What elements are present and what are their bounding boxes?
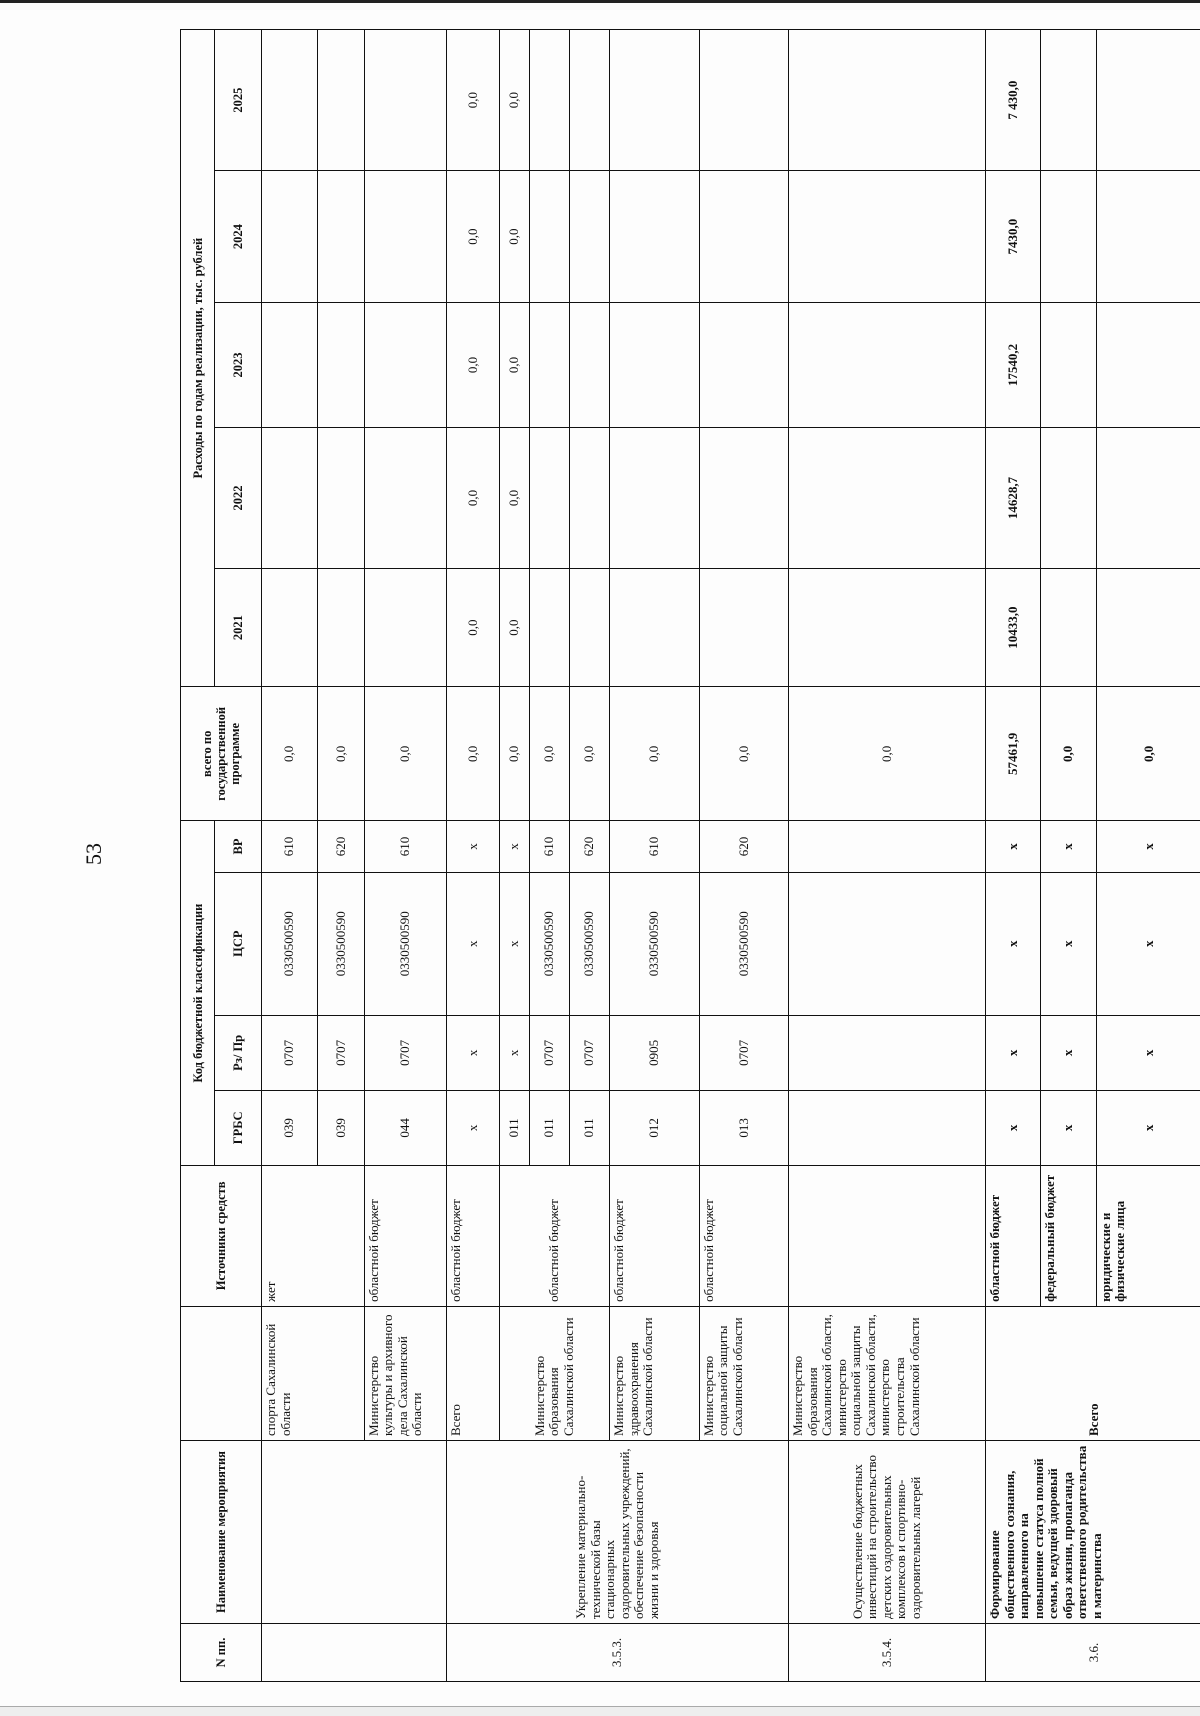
- cell-2022: 0,0: [500, 428, 529, 569]
- cell-rzpr: х: [447, 1015, 500, 1090]
- cell-vr: 610: [262, 821, 317, 872]
- cell-grbs: х: [447, 1090, 500, 1165]
- cell-2023: [569, 303, 609, 428]
- cell-csr: 0330500590: [317, 872, 364, 1015]
- cell-csr: х: [500, 872, 529, 1015]
- cell-exec: Министерство здравоохранения Сахалинской области: [610, 1306, 700, 1440]
- cell-total: 0,0: [447, 687, 500, 821]
- col-2023: 2023: [215, 303, 262, 428]
- cell-2022: [262, 428, 317, 569]
- cell-rzpr: 0707: [317, 1015, 364, 1090]
- cell-rzpr: х: [986, 1015, 1041, 1090]
- cell-name: Осуществление бюджетных инвестиций на строительство детских оздоровительных комплексов и спортивно-оздоровительных лагерей: [789, 1441, 986, 1624]
- cell-2024: [610, 171, 700, 303]
- cell-source: областной бюджет: [610, 1165, 700, 1306]
- cell-total: 0,0: [364, 687, 447, 821]
- cell-2022: [1041, 428, 1096, 569]
- cell-exec: Всего: [447, 1306, 500, 1440]
- cell-vr: 620: [699, 821, 789, 872]
- cell-2025: [317, 30, 364, 171]
- cell-rzpr: [789, 1015, 986, 1090]
- cell-2023: [699, 303, 789, 428]
- cell-n: 3.6.: [986, 1624, 1200, 1682]
- cell-2024: 0,0: [447, 171, 500, 303]
- cell-grbs: 011: [500, 1090, 529, 1165]
- table-row: [610, 30, 700, 1682]
- cell-exec: Министерство культуры и архивного дела Сахалинской области: [364, 1306, 447, 1440]
- cell-rzpr: 0905: [610, 1015, 700, 1090]
- cell-2023: [1041, 303, 1096, 428]
- table-row: [262, 30, 317, 1682]
- cell-total: 57461,9: [986, 687, 1041, 821]
- cell-2022: [699, 428, 789, 569]
- cell-2023: [789, 303, 986, 428]
- cell-source: федеральный бюджет: [1041, 1165, 1096, 1306]
- cell-vr: 610: [529, 821, 569, 872]
- col-csr: ЦСР: [215, 872, 262, 1015]
- cell-rzpr: 0707: [364, 1015, 447, 1090]
- cell-rzpr: х: [1041, 1015, 1096, 1090]
- cell-total: 0,0: [500, 687, 529, 821]
- cell-2024: [699, 171, 789, 303]
- table-row: [986, 30, 1041, 1682]
- col-total: всего по государственной программе: [181, 687, 262, 821]
- cell-vr: х: [986, 821, 1041, 872]
- cell-2022: [317, 428, 364, 569]
- cell-source: областной бюджет: [986, 1165, 1041, 1306]
- cell-2022: [610, 428, 700, 569]
- cell-grbs: 011: [529, 1090, 569, 1165]
- col-code-group: Код бюджетной классификации: [181, 821, 215, 1166]
- cell-2025: [610, 30, 700, 171]
- cell-rzpr: 0707: [699, 1015, 789, 1090]
- cell-2021: 0,0: [447, 569, 500, 687]
- cell-2024: [317, 171, 364, 303]
- cell-2024: 0,0: [500, 171, 529, 303]
- cell-2021: [1096, 569, 1200, 687]
- cell-csr: х: [986, 872, 1041, 1015]
- cell-grbs: х: [1041, 1090, 1096, 1165]
- cell-n: 3.5.4.: [789, 1624, 986, 1682]
- cell-2025: [529, 30, 569, 171]
- cell-2024: [1096, 171, 1200, 303]
- cell-total: 0,0: [1096, 687, 1200, 821]
- table-row: [447, 30, 500, 1682]
- cell-2022: 14628,7: [986, 428, 1041, 569]
- cell-rzpr: 0707: [569, 1015, 609, 1090]
- cell-grbs: х: [1096, 1090, 1200, 1165]
- cell-vr: х: [1096, 821, 1200, 872]
- cell-vr: х: [500, 821, 529, 872]
- cell-csr: х: [447, 872, 500, 1015]
- col-grbs: ГРБС: [215, 1090, 262, 1165]
- cell-exec: спорта Сахалинской области: [262, 1306, 365, 1440]
- cell-csr: [789, 872, 986, 1015]
- cell-source: областной бюджет: [447, 1165, 500, 1306]
- cell-rzpr: х: [500, 1015, 529, 1090]
- col-vr: ВР: [215, 821, 262, 872]
- col-name: Наименование мероприятия: [181, 1441, 262, 1624]
- table-row: [699, 30, 789, 1682]
- cell-grbs: 013: [699, 1090, 789, 1165]
- cell-exec: Министерство образования Сахалинской области: [500, 1306, 610, 1440]
- page-number: 53: [82, 830, 106, 878]
- cell-csr: х: [1096, 872, 1200, 1015]
- cell-total: 0,0: [569, 687, 609, 821]
- cell-total: 0,0: [789, 687, 986, 821]
- top-rule: [0, 0, 1200, 3]
- col-2024: 2024: [215, 171, 262, 303]
- cell-total: 0,0: [317, 687, 364, 821]
- cell-2022: [569, 428, 609, 569]
- cell-csr: 0330500590: [699, 872, 789, 1015]
- col-2021: 2021: [215, 569, 262, 687]
- cell-2024: [789, 171, 986, 303]
- cell-2023: [1096, 303, 1200, 428]
- cell-vr: х: [1041, 821, 1096, 872]
- cell-vr: 620: [569, 821, 609, 872]
- cell-name: Формирование общественного сознания, направленного на повышение статуса полной семьи, ведущей здоровый образ жизни, пропаганда ответственного родительства и материнства: [986, 1441, 1200, 1624]
- cell-2021: [317, 569, 364, 687]
- cell-name: Укрепление материально-технической базы стационарных оздоровительных учреждений, обеспечение безопасности жизни и здоровья: [447, 1441, 789, 1624]
- col-executor: [181, 1306, 262, 1440]
- cell-2022: [789, 428, 986, 569]
- cell-csr: 0330500590: [364, 872, 447, 1015]
- cell-2021: [364, 569, 447, 687]
- cell-2023: [529, 303, 569, 428]
- col-2022: 2022: [215, 428, 262, 569]
- cell-2025: [1096, 30, 1200, 171]
- cell-2024: [1041, 171, 1096, 303]
- cell-csr: 0330500590: [610, 872, 700, 1015]
- cell-2025: 0,0: [500, 30, 529, 171]
- cell-exec: Министерство образования Сахалинской области, министерство социальной защиты Сахалинской области, министерство строительства Сахалинской области: [789, 1306, 986, 1440]
- cell-2023: [317, 303, 364, 428]
- rotated-table-container: [180, 29, 1200, 1682]
- cell-exec: Министерство социальной защиты Сахалинской области: [699, 1306, 789, 1440]
- cell-csr: 0330500590: [262, 872, 317, 1015]
- cell-2023: [364, 303, 447, 428]
- cell-2023: 0,0: [447, 303, 500, 428]
- cell-2021: [1041, 569, 1096, 687]
- cell-2023: [262, 303, 317, 428]
- cell-grbs: 044: [364, 1090, 447, 1165]
- cell-2025: [262, 30, 317, 171]
- cell-2024: [364, 171, 447, 303]
- cell-2021: [699, 569, 789, 687]
- cell-2023: 17540,2: [986, 303, 1041, 428]
- cell-total: 0,0: [262, 687, 317, 821]
- col-years-group: Расходы по годам реализации, тыс. рублей: [181, 30, 215, 687]
- cell-2021: [529, 569, 569, 687]
- col-rzpr: Рз/ Пр: [215, 1015, 262, 1090]
- cell-vr: [789, 821, 986, 872]
- cell-2025: [789, 30, 986, 171]
- cell-n: 3.5.3.: [447, 1624, 789, 1682]
- cell-2024: [569, 171, 609, 303]
- cell-2021: [262, 569, 317, 687]
- cell-2025: 7 430,0: [986, 30, 1041, 171]
- cell-2025: [364, 30, 447, 171]
- cell-source: жет: [262, 1165, 365, 1306]
- cell-vr: 620: [317, 821, 364, 872]
- table-row: [789, 30, 986, 1682]
- col-n: N пп.: [181, 1624, 262, 1682]
- col-2025: 2025: [215, 30, 262, 171]
- cell-vr: 610: [610, 821, 700, 872]
- cell-source: юридические и физические лица: [1096, 1165, 1200, 1306]
- cell-total: 0,0: [699, 687, 789, 821]
- cell-rzpr: х: [1096, 1015, 1200, 1090]
- cell-2022: [1096, 428, 1200, 569]
- cell-2024: [529, 171, 569, 303]
- cell-name: [262, 1441, 447, 1624]
- cell-source: областной бюджет: [364, 1165, 447, 1306]
- cell-grbs: [789, 1090, 986, 1165]
- header-row-1: [181, 30, 215, 1682]
- cell-total: 0,0: [1041, 687, 1096, 821]
- cell-2021: [789, 569, 986, 687]
- cell-source: областной бюджет: [699, 1165, 789, 1306]
- cell-vr: х: [447, 821, 500, 872]
- cell-2022: [529, 428, 569, 569]
- cell-grbs: 039: [317, 1090, 364, 1165]
- cell-2025: [1041, 30, 1096, 171]
- cell-grbs: х: [986, 1090, 1041, 1165]
- cell-2021: 0,0: [500, 569, 529, 687]
- table-row: [364, 30, 447, 1682]
- cell-total: 0,0: [610, 687, 700, 821]
- cell-source: [789, 1165, 986, 1306]
- cell-2024: 7430,0: [986, 171, 1041, 303]
- cell-2022: 0,0: [447, 428, 500, 569]
- cell-rzpr: 0707: [529, 1015, 569, 1090]
- cell-2021: [610, 569, 700, 687]
- cell-rzpr: 0707: [262, 1015, 317, 1090]
- cell-csr: х: [1041, 872, 1096, 1015]
- cell-csr: 0330500590: [569, 872, 609, 1015]
- cell-csr: 0330500590: [529, 872, 569, 1015]
- cell-2025: [699, 30, 789, 171]
- cell-2022: [364, 428, 447, 569]
- cell-exec: Всего: [986, 1306, 1200, 1440]
- cell-grbs: 012: [610, 1090, 700, 1165]
- cell-2023: [610, 303, 700, 428]
- cell-vr: 610: [364, 821, 447, 872]
- cell-2021: [569, 569, 609, 687]
- cell-2025: 0,0: [447, 30, 500, 171]
- cell-2023: 0,0: [500, 303, 529, 428]
- col-sources: Источники средств: [181, 1165, 262, 1306]
- cell-2025: [569, 30, 609, 171]
- cell-n: [262, 1624, 447, 1682]
- cell-source: областной бюджет: [500, 1165, 610, 1306]
- cell-grbs: 039: [262, 1090, 317, 1165]
- cell-total: 0,0: [529, 687, 569, 821]
- cell-2024: [262, 171, 317, 303]
- table-row: [500, 30, 529, 1682]
- budget-table: [180, 29, 1200, 1682]
- cell-2021: 10433,0: [986, 569, 1041, 687]
- cell-grbs: 011: [569, 1090, 609, 1165]
